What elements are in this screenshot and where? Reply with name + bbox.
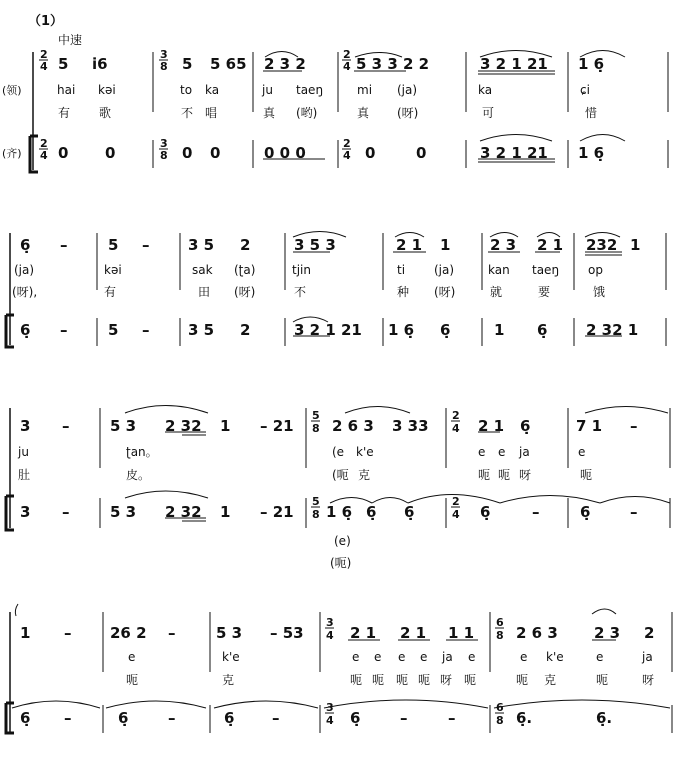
note: 3 5 [188, 321, 215, 339]
note: – [142, 236, 150, 254]
romanization: k'e [222, 650, 240, 664]
romanization: e [420, 650, 428, 664]
chinese-lyric: (呀) [434, 285, 456, 299]
note: 2 1 [537, 236, 564, 254]
svg-text:4: 4 [326, 714, 334, 727]
romanization: hai [57, 83, 76, 97]
note: 3 2 1 21 [480, 55, 548, 73]
svg-text:4: 4 [452, 422, 460, 435]
romanization: kəi [98, 83, 116, 97]
chinese-lyric: 皮。 [126, 468, 151, 482]
note: 5 [108, 321, 119, 339]
romanization: ju [18, 445, 29, 459]
note: 2 1 [350, 624, 377, 642]
note: 6̣ [580, 503, 591, 521]
romanization: e [352, 650, 360, 664]
note: 5 [58, 55, 69, 73]
note: 5 3 [110, 503, 137, 521]
note: 6̣ [20, 321, 31, 339]
chinese-lyric: 呃 [372, 673, 385, 687]
svg-text:4: 4 [343, 60, 351, 73]
note: 5 [108, 236, 119, 254]
system-1-text [39, 48, 604, 162]
svg-text:4: 4 [40, 149, 48, 162]
note: – [272, 709, 280, 727]
note: 3 33 [392, 417, 429, 435]
note: 2 [240, 236, 251, 254]
romanization: ʈan。 [126, 445, 158, 459]
romanization: taeŋ [532, 263, 560, 277]
note: – [64, 624, 72, 642]
romanization: (e [332, 445, 345, 459]
chinese-lyric: 有 [58, 106, 71, 120]
note: 0 [58, 144, 69, 162]
note: 6̣ [520, 417, 531, 435]
note: 2 1 [478, 417, 505, 435]
note: 3 [20, 503, 31, 521]
note: 0 [210, 144, 221, 162]
romanization: e [128, 650, 136, 664]
romanization: (ja) [397, 83, 418, 97]
svg-text:5: 5 [312, 409, 320, 422]
chinese-lyric: 克 [544, 673, 557, 687]
svg-text:8: 8 [160, 149, 168, 162]
note: 0 [105, 144, 116, 162]
romanization: ka [205, 83, 220, 97]
note: 1 [494, 321, 505, 339]
romanization: kəi [104, 263, 122, 277]
note: – 53 [270, 624, 304, 642]
svg-text:2: 2 [452, 495, 460, 508]
note: – [168, 709, 176, 727]
chinese-lyric: 饿 [593, 285, 606, 299]
note: – [60, 321, 68, 339]
svg-text:8: 8 [496, 714, 504, 727]
note: – [400, 709, 408, 727]
chinese-lyric: 呃 [580, 468, 593, 482]
note: 6̣ [20, 709, 31, 727]
romanization: ka [478, 83, 493, 97]
chinese-lyric: (呀) [397, 106, 419, 120]
svg-text:6: 6 [496, 616, 504, 629]
note: – [168, 624, 176, 642]
note: 1 6̣ [388, 321, 415, 339]
chinese-lyric: 呃 [396, 673, 409, 687]
note: 0 0 0 [264, 144, 306, 162]
chinese-lyric: 呃 [126, 673, 139, 687]
note: 2 1 [400, 624, 427, 642]
note: – [60, 236, 68, 254]
chinese-lyric: 呃 [596, 673, 609, 687]
note: 3 [20, 417, 31, 435]
svg-text:4: 4 [343, 149, 351, 162]
chinese-lyric: (呀) [234, 285, 256, 299]
note: 5 3 3 2 2 [356, 55, 430, 73]
note: 2 32 [165, 417, 202, 435]
note: 2 [644, 624, 655, 642]
note: 1 6̣ [578, 144, 605, 162]
romanization: e [468, 650, 476, 664]
svg-text:4: 4 [326, 629, 334, 642]
note: 6̣ [404, 503, 415, 521]
system-3-text [17, 409, 638, 570]
note: – [62, 503, 70, 521]
note: 5 3 [110, 417, 137, 435]
chinese-lyric: 真 [263, 106, 276, 120]
note: 5 65 [210, 55, 247, 73]
note: 0 [182, 144, 193, 162]
note: 26 2 [110, 624, 147, 642]
system-2-text [12, 236, 640, 339]
romanization: tjin [292, 263, 311, 277]
note: 2 3 2 [264, 55, 306, 73]
chinese-lyric: 呀 [440, 673, 453, 687]
chinese-lyric: 呃 [498, 468, 511, 482]
part-label-chorus: (齐) [2, 147, 22, 160]
note: 1 6̣ [578, 55, 605, 73]
chinese-lyric: 不 [181, 106, 194, 120]
chinese-lyric: 呀 [519, 468, 532, 482]
svg-text:3: 3 [326, 616, 334, 629]
svg-text:2: 2 [40, 137, 48, 150]
note: – [630, 417, 638, 435]
romanization: e [520, 650, 528, 664]
note: 5 [182, 55, 193, 73]
svg-text:2: 2 [343, 137, 351, 150]
note: 1 [220, 417, 231, 435]
note: 6̣ [537, 321, 548, 339]
chinese-lyric: 唱 [205, 106, 218, 120]
chinese-lyric: 种 [397, 285, 410, 299]
chinese-lyric: 就 [490, 285, 503, 299]
note: 2 3 [490, 236, 517, 254]
svg-text:4: 4 [452, 508, 460, 521]
svg-text:5: 5 [312, 495, 320, 508]
note: – [64, 709, 72, 727]
chinese-lyric: 呀 [642, 673, 655, 687]
romanization: e [374, 650, 382, 664]
romanization: e [498, 445, 506, 459]
romanization: ja [442, 650, 453, 664]
note: 1 [20, 624, 31, 642]
chinese-lyric: 有 [104, 285, 117, 299]
romanization: ja [642, 650, 653, 664]
chinese-lyric: 田 [198, 285, 211, 299]
note: 1 1 [448, 624, 475, 642]
romanization: taeŋ [296, 83, 324, 97]
romanization: mi [357, 83, 373, 97]
romanization: op [588, 263, 603, 277]
note: 1 [440, 236, 451, 254]
note: i̇6 [92, 55, 108, 73]
note: 0 [416, 144, 427, 162]
note: – 21 [260, 417, 294, 435]
note: 232 [586, 236, 618, 254]
note: 2 32 1 [586, 321, 639, 339]
chinese-lyric: 惜 [585, 106, 598, 120]
chinese-lyric: (哟) [296, 106, 318, 120]
note: 3 5 [188, 236, 215, 254]
note: 6̣ [366, 503, 377, 521]
note: – [62, 417, 70, 435]
chinese-lyric: (呀), [12, 285, 38, 299]
chinese-lyric: 呃 [418, 673, 431, 687]
chinese-lyric: 呃 [350, 673, 363, 687]
note: 1 [630, 236, 641, 254]
note: 3 2 1 21 [480, 144, 548, 162]
romanization: e [398, 650, 406, 664]
romanization: (ʈa) [234, 263, 256, 277]
romanization: ɕi [580, 83, 590, 97]
note: 2 3 [594, 624, 621, 642]
note: 2 6 3 [332, 417, 374, 435]
note: 7 1 [576, 417, 603, 435]
note: 6̣ [20, 236, 31, 254]
note: – [142, 321, 150, 339]
chinese-lyric: (呃 [332, 468, 349, 482]
chinese-lyric: 真 [357, 106, 370, 120]
extra-romanization: (e) [334, 534, 351, 548]
svg-text:8: 8 [496, 629, 504, 642]
note: 1 6̣ [326, 503, 353, 521]
romanization: kan [488, 263, 510, 277]
svg-text:3: 3 [160, 137, 168, 150]
note: 6̣ [440, 321, 451, 339]
romanization: e [478, 445, 486, 459]
note: 6̣ [118, 709, 129, 727]
svg-text:2: 2 [343, 48, 351, 61]
svg-text:3: 3 [160, 48, 168, 61]
note: – [630, 503, 638, 521]
romanization: e [578, 445, 586, 459]
romanization: (ja) [434, 263, 455, 277]
romanization: ja [519, 445, 530, 459]
svg-text:8: 8 [312, 508, 320, 521]
svg-text:2: 2 [452, 409, 460, 422]
chinese-lyric: 歌 [99, 106, 112, 120]
note: 3 5 3 [294, 236, 336, 254]
chinese-lyric: 克 [222, 673, 235, 687]
system-4 [6, 604, 672, 733]
chinese-lyric: 呃 [478, 468, 491, 482]
note: 6̣. [516, 709, 533, 727]
note: 6̣ [224, 709, 235, 727]
section-number: （1） [28, 14, 64, 29]
svg-text:4: 4 [40, 60, 48, 73]
romanization: e [596, 650, 604, 664]
note: 2 1 [396, 236, 423, 254]
note: 1 [220, 503, 231, 521]
note: – [448, 709, 456, 727]
note: 0 [365, 144, 376, 162]
romanization: ju [262, 83, 273, 97]
note: 2 32 [165, 503, 202, 521]
note: 6̣. [596, 709, 613, 727]
chinese-lyric: 呃 [464, 673, 477, 687]
romanization: k'e [546, 650, 564, 664]
note: 3 2 1 21 [294, 321, 362, 339]
note: – 21 [260, 503, 294, 521]
note: – [532, 503, 540, 521]
chinese-lyric: 不 [294, 285, 307, 299]
svg-text:8: 8 [160, 60, 168, 73]
note: 2 [240, 321, 251, 339]
note: 6̣ [350, 709, 361, 727]
chinese-lyric: 可 [482, 106, 495, 120]
part-label-lead: (领) [2, 84, 22, 97]
svg-text:3: 3 [326, 701, 334, 714]
romanization: k'e [356, 445, 374, 459]
romanization: to [180, 83, 193, 97]
svg-text:6: 6 [496, 701, 504, 714]
romanization: ti [397, 263, 406, 277]
extra-chinese: (呃) [330, 556, 352, 570]
note: 2 6 3 [516, 624, 558, 642]
svg-text:8: 8 [312, 422, 320, 435]
chinese-lyric: 要 [538, 285, 551, 299]
system-4-text [20, 616, 654, 727]
note: 5 3 [216, 624, 243, 642]
romanization: sak [192, 263, 213, 277]
chinese-lyric: 克 [358, 468, 371, 482]
tempo-marking: 中速 [58, 33, 83, 47]
svg-text:2: 2 [40, 48, 48, 61]
chinese-lyric: 肚 [18, 468, 31, 482]
note: 6̣ [480, 503, 491, 521]
romanization: (ja) [14, 263, 35, 277]
chinese-lyric: 呃 [516, 673, 529, 687]
